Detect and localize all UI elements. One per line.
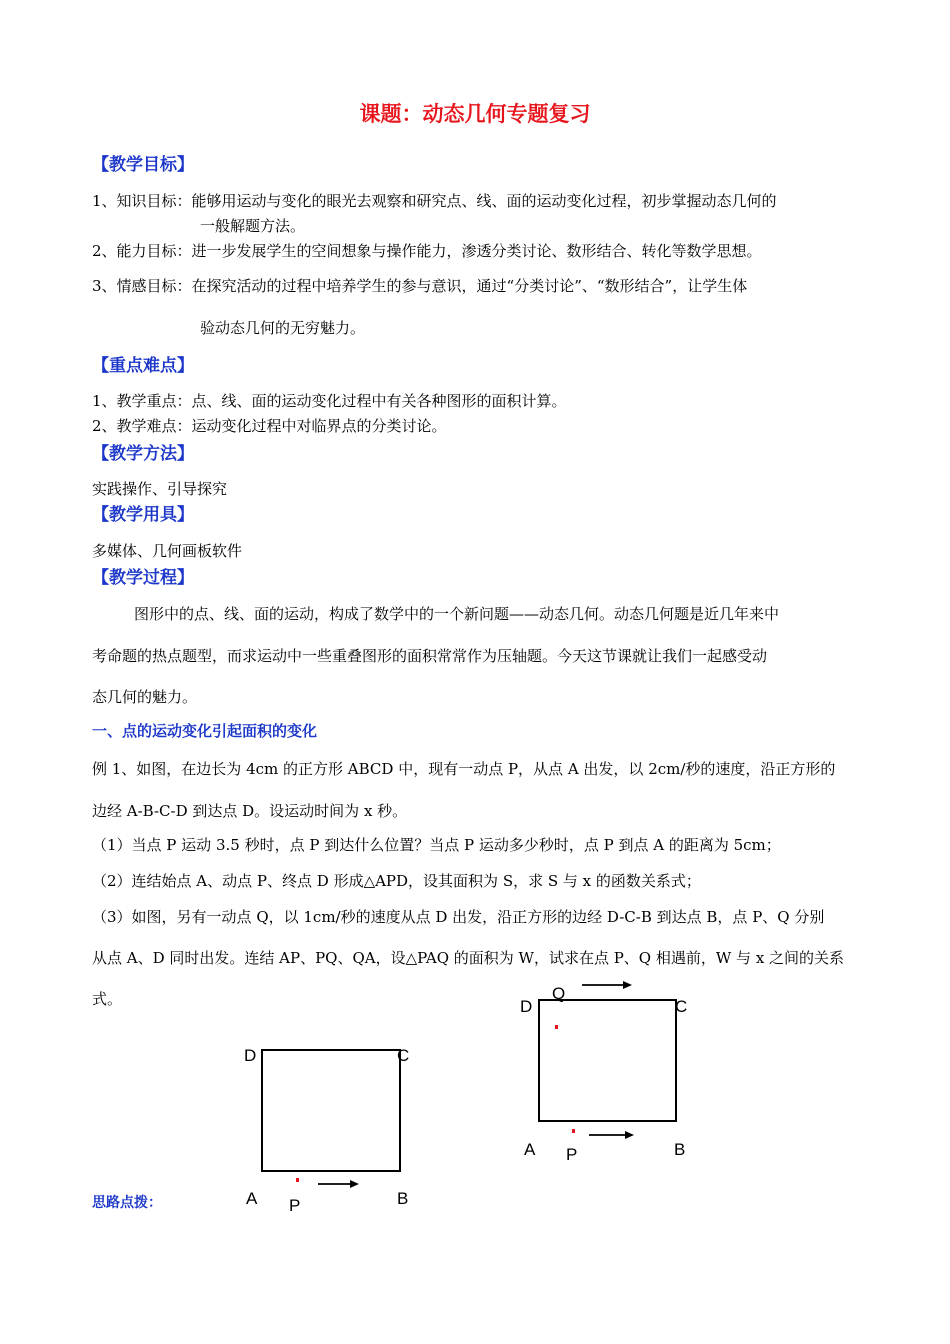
- process-paragraph-line-1: 图形中的点、线、面的运动，构成了数学中的一个新问题——动态几何。动态几何题是近几年来中: [134, 605, 780, 623]
- figure-1-label-a: A: [246, 1189, 258, 1208]
- objective-1-line-1: 1、知识目标：能够用运动与变化的眼光去观察和研究点、线、面的运动变化过程，初步掌握动态几何的: [92, 192, 777, 210]
- figure-1-square-abcd: [244, 1046, 409, 1215]
- question-3-line-2: 从点 A、D 同时出发。连结 AP、PQ、QA，设△PAQ 的面积为 W，试求在点 P、Q 相遇前，W 与 x 之间的关系: [92, 949, 845, 967]
- figure-2-label-d: D: [520, 997, 533, 1016]
- keypoints-heading: 【重点难点】: [92, 356, 194, 376]
- keypoint-2: 2、教学难点：运动变化过程中对临界点的分类讨论。: [92, 417, 447, 435]
- example-1-line-2: 边经 A-B-C-D 到达点 D。设运动时间为 x 秒。: [92, 802, 408, 820]
- figure-2-arrow-q-head: [623, 981, 632, 989]
- objective-1-line-2: 一般解题方法。: [200, 217, 306, 235]
- question-1: （1）当点 P 运动 3.5 秒时，点 P 到达什么位置？当点 P 运动多少秒时，点 P 到点 A 的距离为 5cm；: [92, 836, 781, 854]
- figure-1-label-d: D: [244, 1046, 257, 1065]
- figure-1-arrow-p-head: [350, 1180, 359, 1188]
- page-title: 课题：动态几何专题复习: [359, 102, 591, 126]
- figure-2-square-abcd: [520, 981, 687, 1164]
- method-heading: 【教学方法】: [92, 444, 194, 464]
- process-paragraph-line-2: 考命题的热点题型，而求运动中一些重叠图形的面积常常作为压轴题。今天这节课就让我们一起感受动: [92, 647, 768, 665]
- tools-heading: 【教学用具】: [92, 505, 194, 525]
- figure-2-label-a: A: [524, 1140, 536, 1159]
- method-text: 实践操作、引导探究: [92, 480, 228, 498]
- figure-2-point-p-dot: [572, 1129, 575, 1133]
- question-2: （2）连结始点 A、动点 P、终点 D 形成△APD，设其面积为 S，求 S 与 x 的函数关系式；: [92, 872, 701, 890]
- example-1-line-1: 例 1、如图，在边长为 4cm 的正方形 ABCD 中，现有一动点 P，从点 A 出发，以 2cm/秒的速度，沿正方形的: [92, 760, 836, 778]
- figure-1-label-c: C: [397, 1046, 410, 1065]
- figure-2-arrow-p-head: [625, 1131, 634, 1139]
- figure-2-label-c: C: [675, 997, 688, 1016]
- process-paragraph-line-3: 态几何的魅力。: [92, 688, 198, 706]
- figure-2-label-q: Q: [552, 984, 566, 1003]
- question-3-line-3: 式。: [92, 990, 123, 1008]
- figure-1-label-p: P: [289, 1196, 301, 1215]
- figure-2-inner-dot: [555, 1025, 558, 1029]
- figure-1-label-b: B: [397, 1189, 409, 1208]
- question-3-line-1: （3）如图，另有一动点 Q，以 1cm/秒的速度从点 D 出发，沿正方形的边经 D-C-B 到达点 B，点 P、Q 分别: [92, 908, 825, 926]
- objectives-heading: 【教学目标】: [92, 155, 194, 175]
- figure-1-point-p-dot: [296, 1178, 299, 1182]
- objective-2: 2、能力目标：进一步发展学生的空间想象与操作能力，渗透分类讨论、数形结合、转化等数学思想。: [92, 242, 762, 260]
- tools-text: 多媒体、几何画板软件: [92, 542, 243, 560]
- keypoint-1: 1、教学重点：点、线、面的运动变化过程中有关各种图形的面积计算。: [92, 392, 567, 410]
- square-2: [539, 1000, 676, 1121]
- objective-3-line-2: 验动态几何的无穷魅力。: [200, 319, 366, 337]
- section-1-heading: 一、点的运动变化引起面积的变化: [92, 722, 318, 740]
- hint-label: 思路点拨：: [92, 1195, 162, 1211]
- figure-2-label-p: P: [566, 1145, 578, 1164]
- objective-3-line-1: 3、情感目标：在探究活动的过程中培养学生的参与意识，通过“分类讨论”、“数形结合”，让学生体: [92, 277, 748, 295]
- square-1: [262, 1050, 400, 1171]
- figure-2-label-b: B: [674, 1140, 686, 1159]
- process-heading: 【教学过程】: [92, 568, 194, 588]
